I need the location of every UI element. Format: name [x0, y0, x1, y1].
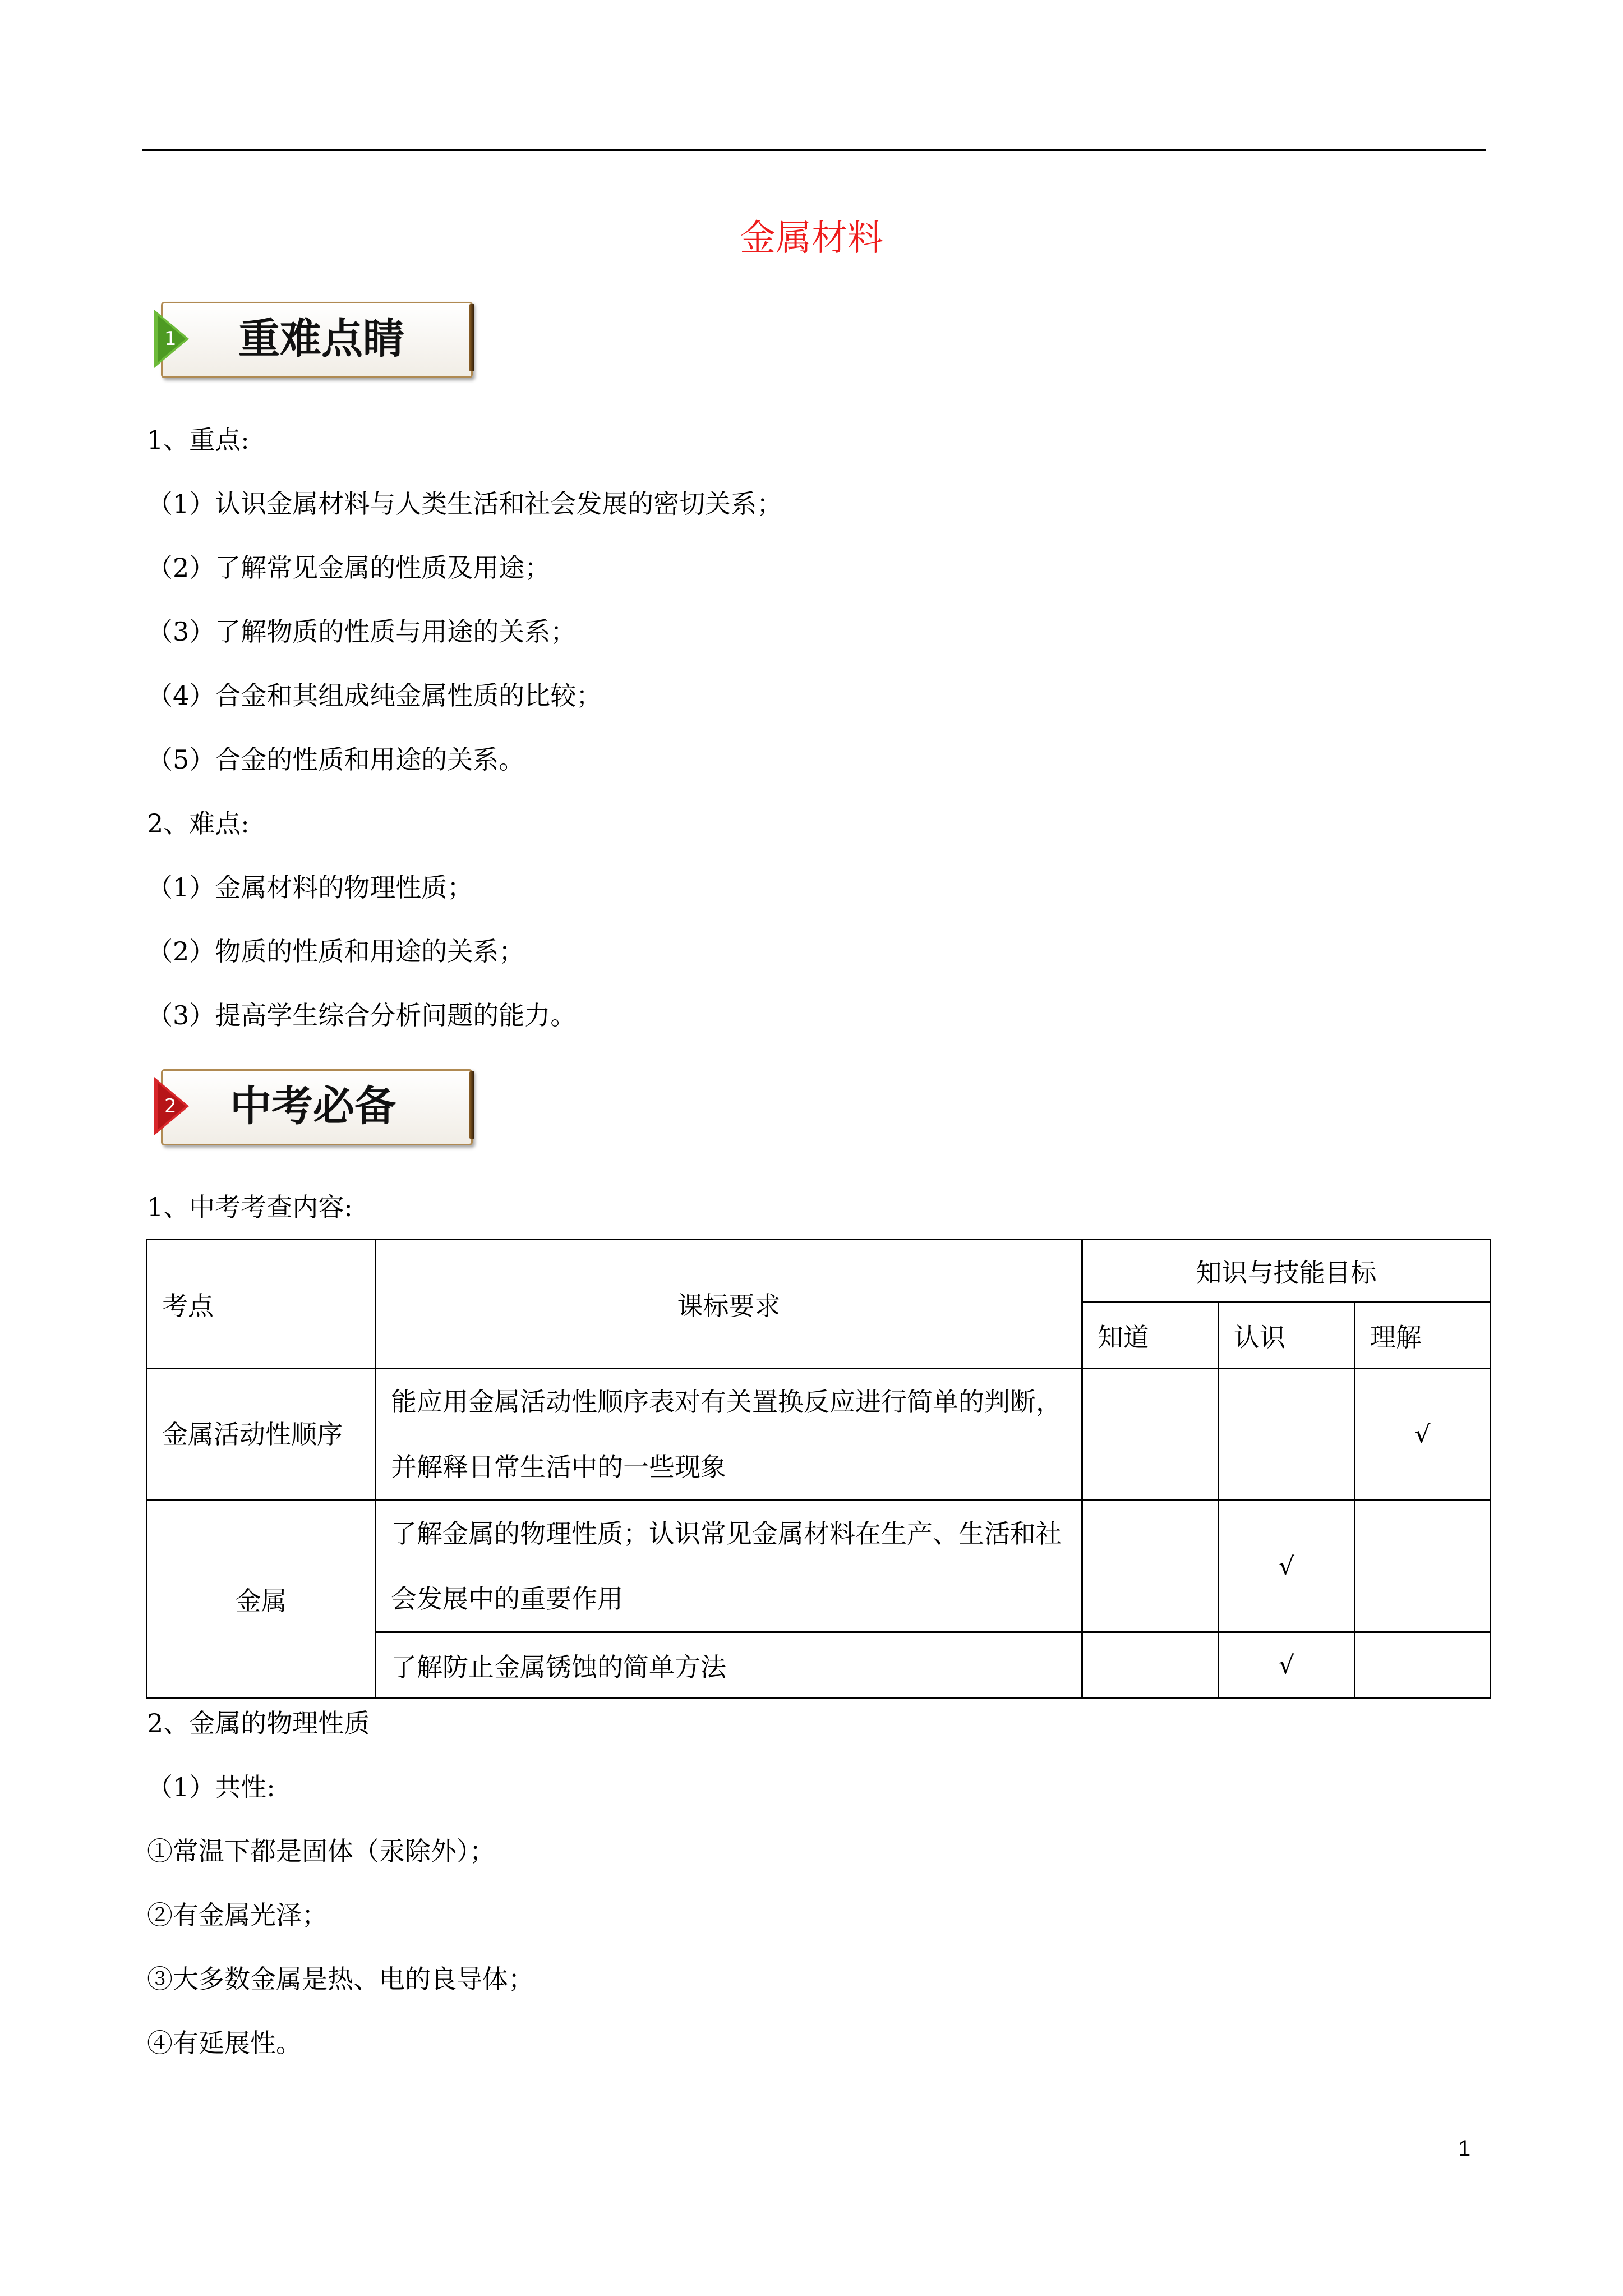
- cell-requirement: 了解金属的物理性质；认识常见金属材料在生产、生活和社会发展中的重要作用: [376, 1501, 1082, 1632]
- cell-know: [1082, 1501, 1219, 1632]
- common-item: ①常温下都是固体（汞除外）；: [147, 1836, 495, 1866]
- key-point-item: （2）了解常见金属的性质及用途；: [147, 553, 551, 583]
- cell-understand: √: [1355, 1369, 1491, 1501]
- header-point: 考点: [147, 1240, 376, 1369]
- cell-know: [1082, 1632, 1219, 1699]
- common-label: （1）共性:: [147, 1772, 275, 1802]
- cell-requirement: 了解防止金属锈蚀的简单方法: [376, 1632, 1082, 1699]
- page-title: 金属材料: [740, 218, 883, 259]
- cell-recognize: √: [1219, 1632, 1355, 1699]
- cell-understand: [1355, 1632, 1491, 1699]
- common-item: ④有延展性。: [147, 2028, 302, 2058]
- cell-point: 金属活动性顺序: [147, 1369, 376, 1501]
- exam-content-table: [146, 1239, 1491, 1699]
- cell-recognize: [1219, 1369, 1355, 1501]
- banner-number: 2: [164, 1095, 177, 1117]
- cell-understand: [1355, 1501, 1491, 1632]
- section-banner-1: [154, 298, 477, 379]
- banner-end-cap: [469, 1071, 474, 1139]
- cell-point: 金属: [147, 1501, 376, 1699]
- header-understand: 理解: [1355, 1303, 1491, 1369]
- difficulty-item: （2）物质的性质和用途的关系；: [147, 936, 525, 967]
- common-item: ③大多数金属是热、电的良导体；: [147, 1964, 534, 1994]
- key-point-item: （3）了解物质的性质与用途的关系；: [147, 616, 577, 647]
- key-point-item: （1）认识金属材料与人类生活和社会发展的密切关系；: [147, 489, 783, 519]
- table-row: [147, 1369, 1491, 1501]
- key-point-item: （4）合金和其组成纯金属性质的比较；: [147, 680, 602, 711]
- physical-properties-label: 2、金属的物理性质: [147, 1708, 370, 1738]
- header-know: 知道: [1082, 1303, 1219, 1369]
- cell-know: [1082, 1369, 1219, 1501]
- header-goal-group: 知识与技能目标: [1082, 1240, 1491, 1303]
- key-points-label: 1、重点:: [147, 425, 250, 455]
- header-requirement: 课标要求: [376, 1240, 1082, 1369]
- common-item: ②有金属光泽；: [147, 1900, 328, 1930]
- key-point-item: （5）合金的性质和用途的关系。: [147, 744, 525, 775]
- difficulty-item: （3）提高学生综合分析问题的能力。: [147, 1000, 577, 1030]
- cell-recognize: √: [1219, 1501, 1355, 1632]
- difficulty-item: （1）金属材料的物理性质；: [147, 872, 473, 903]
- difficulties-label: 2、难点:: [147, 808, 250, 839]
- banner-end-cap: [469, 304, 474, 371]
- banner-heading: 重难点睛: [238, 315, 404, 363]
- header-recognize: 认识: [1219, 1303, 1355, 1369]
- banner-number: 1: [164, 328, 177, 350]
- table-header-row: [147, 1240, 1491, 1303]
- header-rule: [142, 149, 1486, 151]
- cell-requirement: 能应用金属活动性顺序表对有关置换反应进行简单的判断，并解释日常生活中的一些现象: [376, 1369, 1082, 1501]
- table-row: [147, 1501, 1491, 1632]
- section-banner-2: [154, 1066, 477, 1147]
- page-number: 1: [1458, 2136, 1471, 2161]
- banner-heading: 中考必备: [230, 1082, 396, 1130]
- exam-content-label: 1、中考考查内容:: [147, 1192, 353, 1222]
